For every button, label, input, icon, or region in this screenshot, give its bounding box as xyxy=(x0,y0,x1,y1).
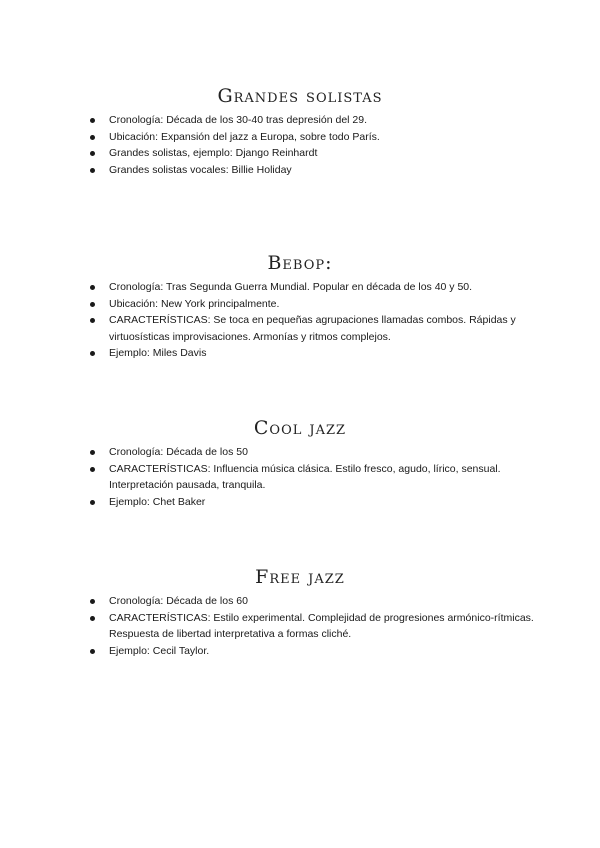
section-bebop xyxy=(0,249,600,362)
bullet-icon xyxy=(90,285,95,290)
bullet-icon xyxy=(90,135,95,140)
bullet-list xyxy=(0,593,600,659)
list-item: CARACTERÍSTICAS: Influencia música clásica. Estilo fresco, agudo, lírico, sensual. Interpretación pausada, tranquila. xyxy=(0,461,600,494)
bullet-list xyxy=(0,444,600,510)
bullet-icon xyxy=(90,616,95,621)
list-item: Cronología: Tras Segunda Guerra Mundial. Popular en década de los 40 y 50. xyxy=(0,279,600,296)
bullet-icon xyxy=(90,151,95,156)
section-heading: Bebop: xyxy=(267,252,333,274)
bullet-list xyxy=(0,279,600,362)
list-item: CARACTERÍSTICAS: Estilo experimental. Complejidad de progresiones armónico-rítmicas. Respuesta de libertad interpretativa a formas cliché. xyxy=(0,610,600,643)
section-heading: Cool jazz xyxy=(253,417,347,439)
list-item: Ubicación: New York principalmente. xyxy=(0,296,600,313)
list-item: Ubicación: Expansión del jazz a Europa, sobre todo París. xyxy=(0,129,600,146)
list-item: Cronología: Década de los 30-40 tras depresión del 29. xyxy=(0,112,600,129)
bullet-icon xyxy=(90,450,95,455)
list-item: Grandes solistas vocales: Billie Holiday xyxy=(0,162,600,179)
bullet-icon xyxy=(90,500,95,505)
section-heading: Free jazz xyxy=(255,566,345,588)
section-heading: Grandes solistas xyxy=(217,85,383,107)
bullet-icon xyxy=(90,649,95,654)
bullet-icon xyxy=(90,467,95,472)
bullet-list xyxy=(0,112,600,178)
bullet-icon xyxy=(90,318,95,323)
bullet-icon xyxy=(90,302,95,307)
bullet-icon xyxy=(90,118,95,123)
bullet-icon xyxy=(90,168,95,173)
section-grandes-solistas xyxy=(0,82,600,178)
bullet-icon xyxy=(90,599,95,604)
section-free-jazz xyxy=(0,563,600,659)
list-item: CARACTERÍSTICAS: Se toca en pequeñas agrupaciones llamadas combos. Rápidas y virtuosísticas improvisaciones. Armonías y ritmos complejos. xyxy=(0,312,600,345)
list-item: Ejemplo: Cecil Taylor. xyxy=(0,643,600,660)
list-item: Ejemplo: Miles Davis xyxy=(0,345,600,362)
bullet-icon xyxy=(90,351,95,356)
list-item: Grandes solistas, ejemplo: Django Reinhardt xyxy=(0,145,600,162)
list-item: Cronología: Década de los 60 xyxy=(0,593,600,610)
list-item: Cronología: Década de los 50 xyxy=(0,444,600,461)
list-item: Ejemplo: Chet Baker xyxy=(0,494,600,511)
section-cool-jazz xyxy=(0,414,600,510)
